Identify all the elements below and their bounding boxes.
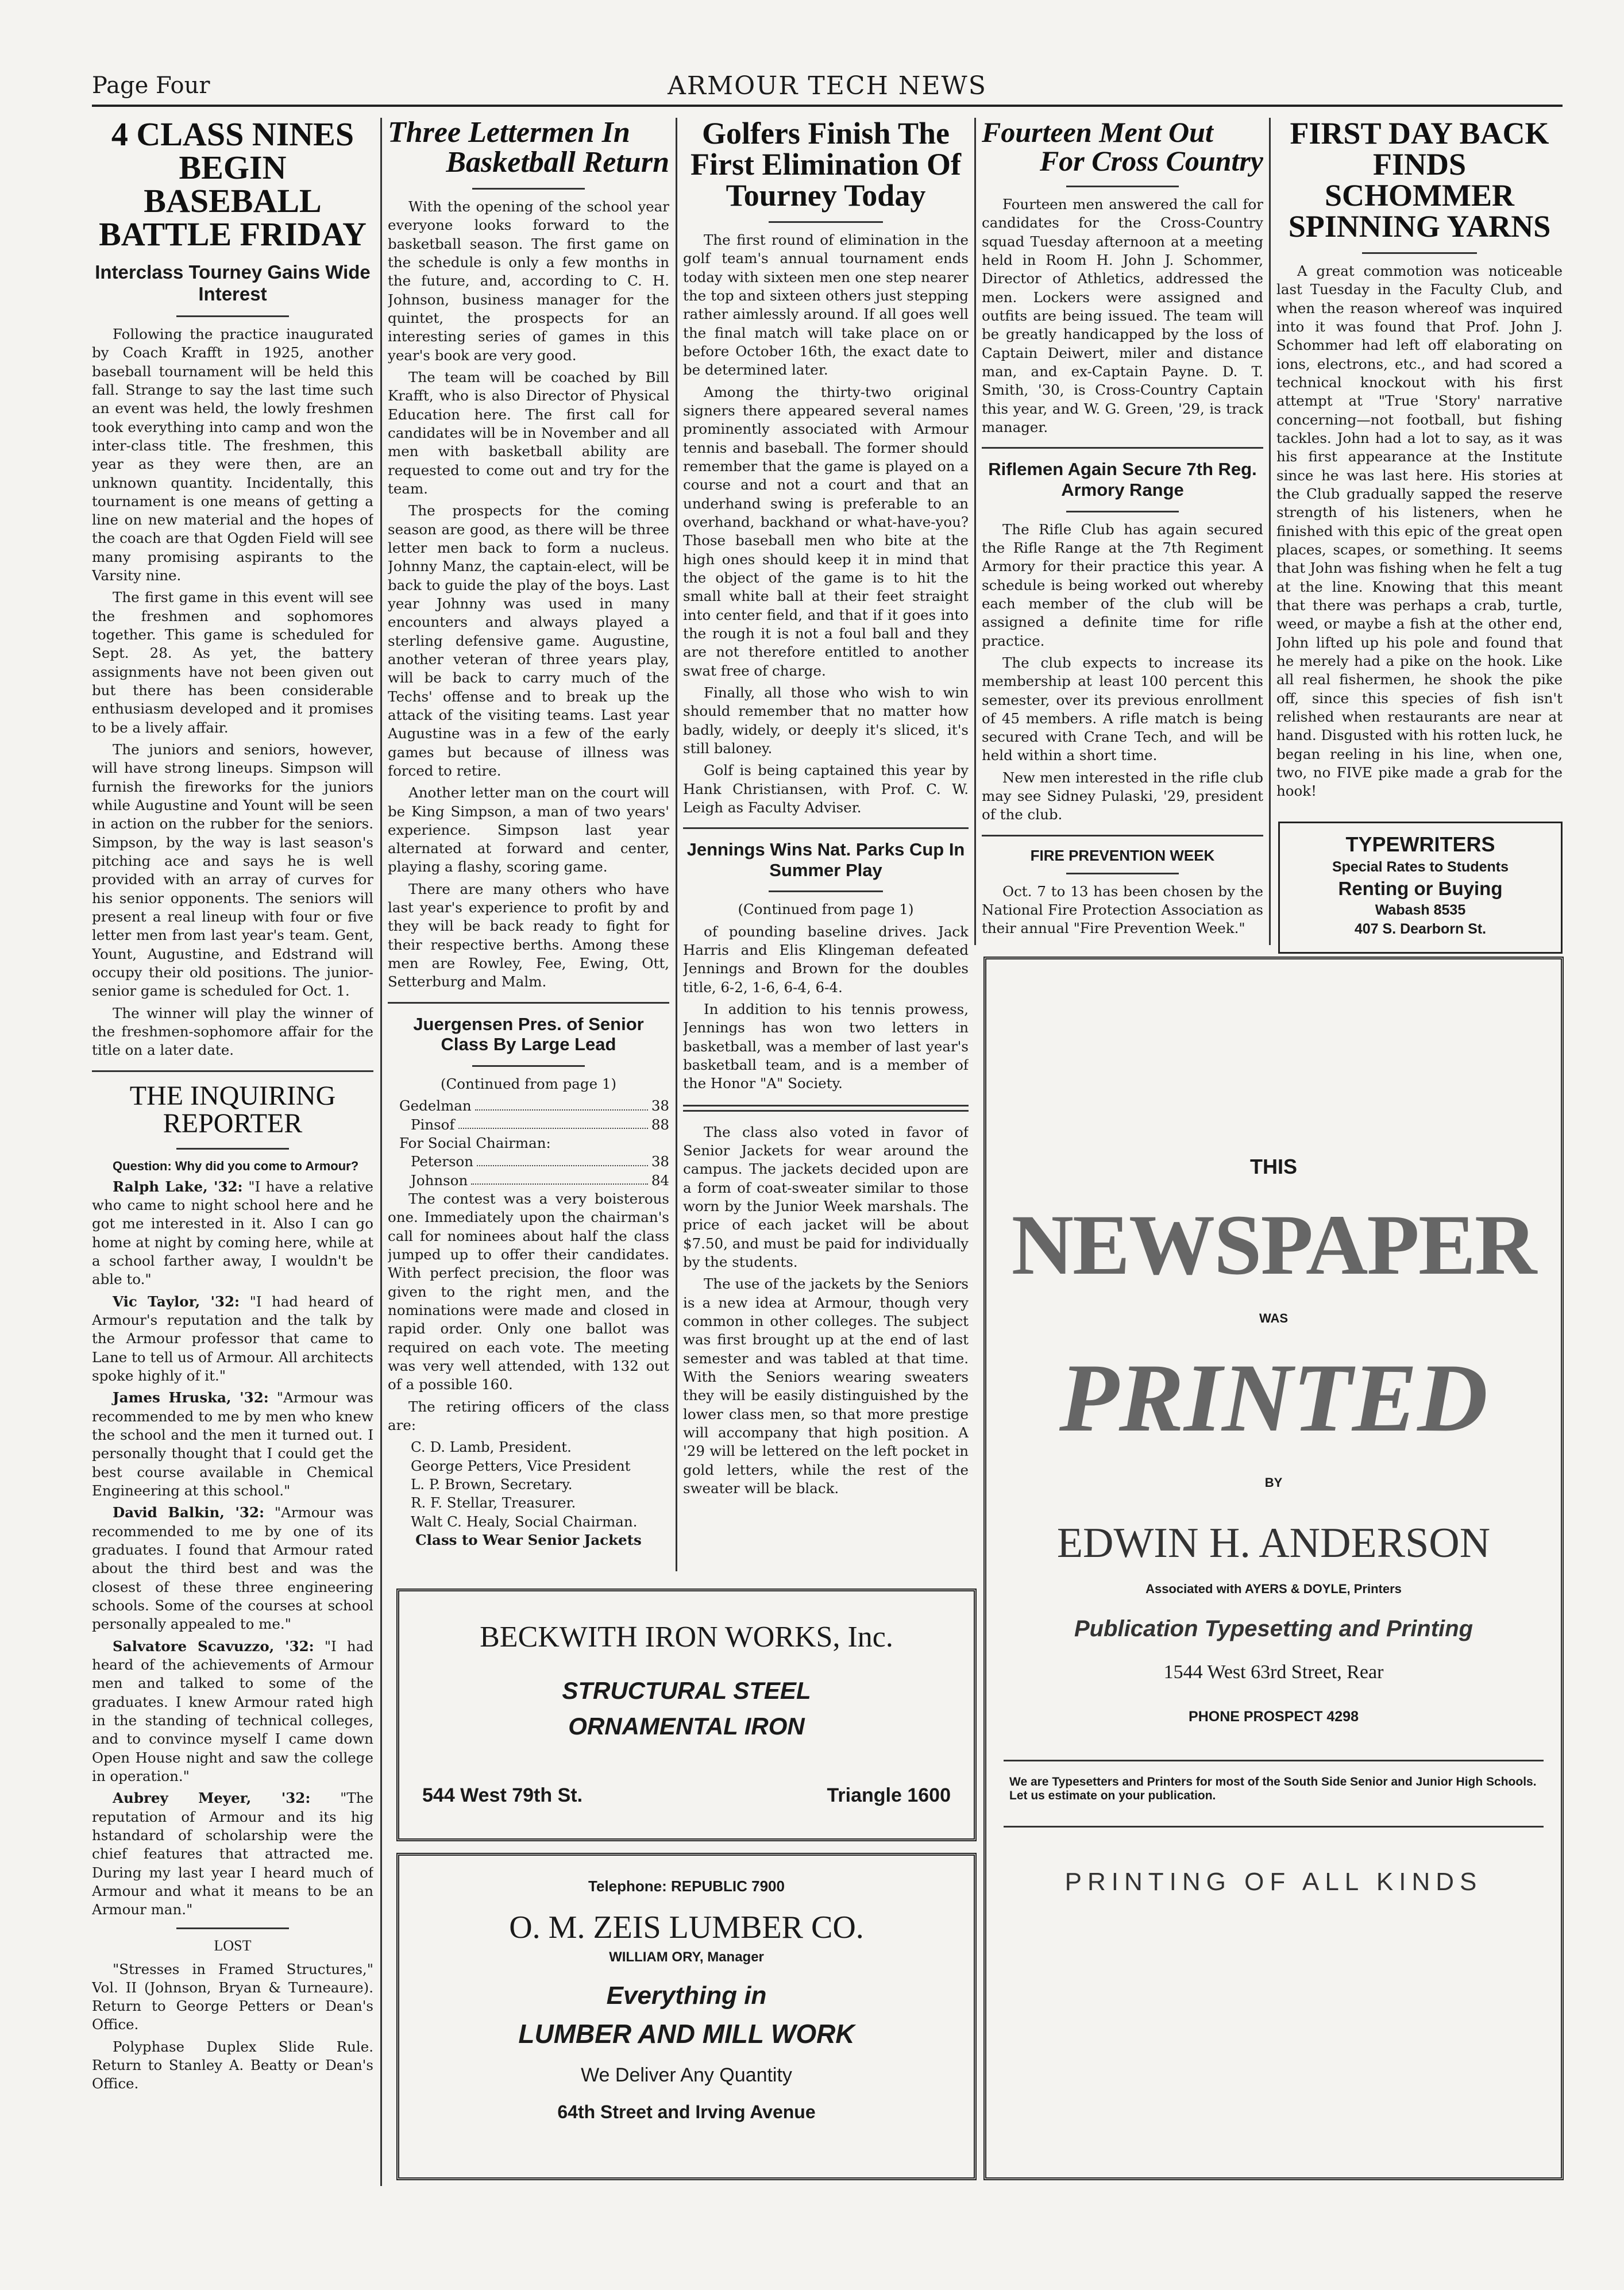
divider	[176, 1927, 289, 1929]
column-1	[92, 118, 373, 2186]
article-paragraph: The contest was a very boisterous one. Immediately upon the chairman's call for nominees about half the class jumped up to offer their candidates. With perfect precision, the floor was given to the right men, and the nominations were made and closed in rapid order. Only one ballot was required on each vote. The meeting was very well attended, with 132 out of a possible 160.	[388, 1190, 669, 1393]
masthead	[92, 69, 1563, 107]
divider	[683, 827, 969, 829]
headline-cross-country	[982, 118, 1263, 175]
divider	[472, 1065, 585, 1067]
answer-text: "Armour was recommended to me by men who knew the school and the men it turned out. I personally thought that I could get the best course available in Chemical Engineering at this school."	[92, 1389, 373, 1499]
article-paragraph: The first game in this event will see the freshmen and sophomores together. This game is scheduled for Sept. 28. As yet, the battery assignments have not been given out but there has been considerable enthusiasm developed and it promises to be a lively affair.	[92, 589, 373, 736]
answer	[92, 1389, 373, 1500]
vote-row	[411, 1116, 669, 1134]
ad-line: Everything in	[606, 1981, 767, 2010]
article-paragraph: New men interested in the rifle club may see Sidney Pulaski, '29, president of the club.	[982, 769, 1263, 823]
answer	[92, 1637, 373, 1786]
article-paragraph: Among the thirty-two original signers there appeared several names prominently associated with Armour tennis and baseball. The former should remember that the game is played on a course and not a court and that an underhand swing is preferable to an overhand, backhand or what-have-you? Those baseball men who bite at the high ones should keep it in mind that the object of the game is to hit the small white ball at their feet straight into center field, and that if it goes into the rough it is not a foul ball and they are not therefore entitled to another swat free of charge.	[683, 383, 969, 679]
officer: R. F. Stellar, Treasurer.	[411, 1494, 576, 1512]
officer: C. D. Lamb, President.	[411, 1439, 572, 1456]
ad-printer-name: EDWIN H. ANDERSON	[1056, 1520, 1491, 1567]
page-number: Page Four	[92, 72, 210, 99]
article-paragraph: The retiring officers of the class are:	[388, 1398, 669, 1433]
ad-line: Renting or Buying	[1338, 878, 1503, 899]
headline-line: Three Lettermen In	[388, 118, 630, 149]
double-divider	[683, 1105, 969, 1112]
beckwith-ad	[396, 1589, 977, 1841]
divider	[1066, 873, 1179, 874]
zeis-ad	[396, 1853, 977, 2180]
divider	[769, 890, 883, 892]
ad-line: ORNAMENTAL IRON	[568, 1713, 805, 1740]
lost-item: Polyphase Duplex Slide Rule. Return to Stanley A. Beatty or Dean's Office.	[92, 2038, 373, 2092]
answer-name: James Hruska, '32:	[113, 1389, 269, 1406]
newspaper-name: ARMOUR TECH NEWS	[668, 71, 987, 101]
divider	[388, 1002, 669, 1004]
headline-schommer: FIRST DAY BACK FINDS SCHOMMER SPINNING YARNS	[1288, 118, 1551, 244]
article-paragraph: The use of the jackets by the Seniors is a new idea at Armour, though very common in other colleges. The subject was first brought up at the end of last semester and was tabled at that time. With the Seniors wearing sweaters they will be easily distinguished by the lower class men, so that more prestige will accompany that high position. A '29 will be lettered on the left pocket in gold letters, while the rest of the sweater will be black.	[683, 1275, 969, 1497]
ad-title: TYPEWRITERS	[1345, 832, 1495, 856]
article-paragraph: In addition to his tennis prowess, Jennings has won two letters in basketball, was a member of last year's basketball team, and is a member of the Honor "A" Society.	[683, 1001, 969, 1092]
article-paragraph: There are many others who have last year's experience to profit by and they will be back ready to fight for their respective berths. Among these men are Rowley, Fee, Ewing, Ott, Setterburg and Malm.	[388, 880, 669, 990]
article-paragraph: Finally, all those who wish to win should remember that no matter how badly, widely, or deeply it's sliced, it's still baloney.	[683, 684, 969, 757]
ad-line: PRINTING OF ALL KINDS	[1064, 1868, 1483, 1896]
divider	[176, 1148, 289, 1150]
headline-juergensen: Juergensen Pres. of Senior Class By Large Lead	[413, 1013, 644, 1055]
answer-text: "I have a relative who came to night school here and he got me interested in it. Also I can go home at night by coming here, while at a school farther away, I wouldn't be able to."	[92, 1178, 373, 1288]
vote-row	[399, 1097, 669, 1115]
question: Question: Why did you come to Armour?	[113, 1158, 359, 1173]
ad-company-name: O. M. ZEIS LUMBER CO.	[509, 1910, 864, 1945]
article-paragraph: Following the practice inaugurated by Coach Krafft in 1925, another baseball tournament will be held this fall. Strange to say the last time such an event was held, the lowly freshmen took everything into camp and won the inter-class title. The freshmen, this year as they were then, are an unknown quantity. Incidentally, this tournament is one means of getting a line on new material and the hopes of the coach are that Ogden Field will see many promising aspirants to the Varsity nine.	[92, 325, 373, 584]
article-paragraph: Another letter man on the court will be King Simpson, a man of two years' experience. Simpson last year alternated at forward and center, playing a flashy, scoring game.	[388, 784, 669, 876]
continued-note: (Continued from page 1)	[738, 901, 914, 918]
ad-phone: PHONE PROSPECT 4298	[1189, 1709, 1359, 1725]
column-4	[982, 118, 1263, 945]
article-paragraph: The winner will play the winner of the freshmen-sophomore affair for the title on a later date.	[92, 1004, 373, 1059]
article-paragraph: With the opening of the school year everyone looks forward to the basketball season. The first game on the schedule is only a few months in the future, and, according to C. H. Johnson, business manager for the quintet, the prospects for an interesting series of games in this year's book are very good.	[388, 198, 669, 364]
social-chairman-label: For Social Chairman:	[399, 1135, 551, 1152]
answer-name: Vic Taylor, '32:	[113, 1293, 240, 1310]
divider	[982, 447, 1263, 449]
candidate-name: Pinsof	[411, 1116, 455, 1133]
divider	[92, 1070, 373, 1072]
ad-line: We Deliver Any Quantity	[581, 2064, 792, 2086]
headline-line: For Cross Country	[1039, 145, 1263, 177]
ad-telephone: Telephone: REPUBLIC 7900	[588, 1878, 785, 1895]
answer	[92, 1293, 373, 1386]
answer-text: "The reputation of Armour and its hig hstandard of scholarship were the chief features that attracted me. During my last year I heard much of Armour and what it means to be an Armour man."	[92, 1790, 373, 1918]
candidate-name: Peterson	[411, 1153, 474, 1170]
ad-line: Associated with AYERS & DOYLE, Printers	[1145, 1582, 1402, 1596]
ad-printed-word: PRINTED	[1059, 1344, 1488, 1452]
headline-golfers: Golfers Finish The First Elimination Of Tourney Today	[691, 118, 961, 213]
officer: George Petters, Vice President	[411, 1457, 631, 1474]
ad-line: Publication Typesetting and Printing	[1074, 1616, 1473, 1641]
answer-text: "I had heard of Armour's reputation and the talk by the Armour professor that came to Lane to tell us of Armour. All architects spoke highly of it."	[92, 1293, 373, 1384]
answer-name: Aubrey Meyer, '32:	[113, 1790, 311, 1807]
ad-phone: Triangle 1600	[827, 1784, 951, 1806]
candidate-name: Johnson	[411, 1171, 468, 1189]
ad-address: 64th Street and Irving Avenue	[557, 2102, 816, 2122]
ad-note: We are Typesetters and Printers for most of the South Side Senior and Junior High Schools. Let us estimate on your publication.	[1009, 1775, 1537, 1802]
answer-name: Salvatore Scavuzzo, '32:	[113, 1637, 314, 1655]
column-rule	[1269, 118, 1271, 945]
article-paragraph: Oct. 7 to 13 has been chosen by the National Fire Protection Association as their annual "Fire Prevention Week."	[982, 882, 1263, 937]
vote-count: 38	[651, 1097, 669, 1115]
answer-text: "I had heard of the achievements of Armour men and talked to some of the graduates. I knew Armour rated high in the standing of technical colleges, and to convince myself I came down Open House night and saw the college in operation."	[92, 1637, 373, 1784]
vote-row	[411, 1152, 669, 1171]
ad-line: 407 S. Dearborn St.	[1354, 921, 1487, 937]
ad-line: WAS	[1259, 1311, 1289, 1325]
lost-heading: LOST	[214, 1937, 252, 1954]
headline-basketball	[388, 118, 669, 178]
ad-address: 544 West 79th St.	[422, 1784, 583, 1806]
article-paragraph: The juniors and seniors, however, will have strong lineups. Simpson will furnish the fireworks for the juniors while Augustine and Yount will be seen in action on the rubber for the seniors. Simpson, by the way is last season's pitching ace and says he is well provided with an array of curves for his senior opponents. The seniors will present a real lineup with four or five letter men from last year's team. Gent, Yount, Augustine, and Edstrand will occupy their old positions. The junior-senior game is scheduled for Oct. 1.	[92, 741, 373, 1000]
answer-name: David Balkin, '32:	[113, 1504, 265, 1521]
officer: Walt C. Healy, Social Chairman.	[411, 1513, 638, 1530]
divider	[176, 315, 289, 317]
article-paragraph: The team will be coached by Bill Krafft, who is also Director of Physical Education here. The first call for candidates will be in November and all men with basketball ability are requested to come out and try for the team.	[388, 368, 669, 497]
vote-count: 88	[651, 1116, 669, 1133]
ad-address: 1544 West 63rd Street, Rear	[1163, 1661, 1384, 1683]
headline-jennings: Jennings Wins Nat. Parks Cup In Summer Play	[686, 839, 965, 880]
column-2	[388, 118, 669, 1571]
divider	[1362, 252, 1476, 254]
ad-line: Special Rates to Students	[1332, 859, 1509, 875]
officer: L. P. Brown, Secretary.	[411, 1475, 573, 1493]
article-paragraph: of pounding baseline drives. Jack Harris and Elis Klingeman defeated Jennings and Brown for the doubles title, 6-2, 1-6, 6-4, 6-4.	[683, 923, 969, 996]
continued-note: (Continued from page 1)	[441, 1075, 616, 1093]
ad-manager: WILLIAM ORY, Manager	[609, 1949, 764, 1965]
vote-count: 84	[651, 1171, 669, 1189]
candidate-name: Gedelman	[399, 1097, 472, 1115]
headline-line: Fourteen Ment Out	[982, 118, 1213, 148]
ad-line: STRUCTURAL STEEL	[562, 1677, 811, 1704]
headline-line: Basketball Return	[446, 146, 669, 179]
article-paragraph: The Rifle Club has again secured the Rifle Range at the 7th Regiment Armory for their practice this year. A schedule is being worked out whereby each member of the club will be assigned a definite time for rifle practice.	[982, 521, 1263, 649]
dot-leader	[475, 1097, 648, 1110]
headline-fire-prevention: FIRE PREVENTION WEEK	[1030, 846, 1215, 864]
answer	[92, 1503, 373, 1633]
article-paragraph: The first round of elimination in the golf team's annual tournament ends today with sixteen men one step nearer the top and sixteen others just stepping rather aimlessly around. If all goes well the final match will take place on or before October 16th, the exact date to be determined later.	[683, 232, 969, 379]
subhead-baseball: Interclass Tourney Gains Wide Interest	[95, 261, 371, 304]
article-paragraph: The club expects to increase its membership at least 100 percent this semester, over its previous enrollment of 45 members. A rifle match is being secured with Crane Tech, and will be held within a short time.	[982, 654, 1263, 764]
article-paragraph: Golf is being captained this year by Hank Christiansen, with Prof. C. W. Leigh as Faculty Adviser.	[683, 762, 969, 816]
answer-text: "Armour was recommended to me by one of its graduates. I found that Armour rated about the third best and was the closest of these three engineering schools. Some of the courses at school personally appealed to me."	[92, 1504, 373, 1633]
answer	[92, 1789, 373, 1919]
headline-riflemen: Riflemen Again Secure 7th Reg. Armory Range	[988, 459, 1257, 500]
divider	[982, 835, 1263, 836]
article-paragraph: The prospects for the coming season are good, as there will be three letter men back to form a nucleus. Johnny Manz, the captain-elect, will be back to guide the play of the boys. Last year Johnny was used in many encounters and always played a sterling defensive game. Augustine, another veteran of three years play, will be back to carry much of the Techs' offense and to break up the attack of the visiting teams. Last year Augustine was in a few of the early games but because of illness was forced to retire.	[388, 502, 669, 779]
article-paragraph: Fourteen men answered the call for candidates for the Cross-Country squad Tuesday afternoon at a meeting held in Room H. John J. Schommer, Director of Athletics, addressed the men. Lockers were assigned and outfits are being issued. The team will be greatly handicapped by the loss of Captain Deiwert, miler and distance man, and ex-Captain Payne. D. T. Smith, '30, is Cross-Country Captain this year, and W. G. Green, '29, is track manager.	[982, 196, 1263, 435]
headline-baseball: 4 CLASS NINES BEGIN BASEBALL BATTLE FRIDAY	[99, 118, 367, 253]
ad-newspaper-word: NEWSPAPER	[1011, 1197, 1536, 1293]
divider	[472, 188, 585, 190]
ad-company-name: BECKWITH IRON WORKS, Inc.	[480, 1621, 893, 1653]
lost-item: "Stresses in Framed Structures," Vol. II (Johnson, Bryan & Turneaure). Return to George Petters or Dean's Office.	[92, 1960, 373, 2033]
ad-line: Wabash 8535	[1375, 902, 1466, 918]
vote-count: 38	[651, 1153, 669, 1170]
column-3	[683, 118, 969, 1571]
dot-leader	[477, 1152, 648, 1166]
article-paragraph: A great commotion was noticeable last Tuesday in the Faculty Club, and when the reason whereof was inquired into it was found that Prof. John J. Schommer had left off elaborating on ions, electrons, etc., and had scored a technical knockout with his first attempt at "True 'Story' narrative concerning—not football, but fishing tackles. John had a lot to say, as it was his first appearance at the Institute since he was last here. His stories at the Club gradually sapped the reserve strength of his listeners, when he finished with this epic of the great open places, scapes, or something. It seems that John was fishing when he felt a tug at the line. Knowing that this meant that there was perhaps a crab, turtle, weed, or maybe a fish at the other end, John lifted up his pole and found that he merely had a pike on the hook. Like all real fishermen, he shook the pike off, since this species of fish isn't relished when restaurants are near at hand. Disgusted with his rotten luck, he began reeling in his line, when one, two, no FIVE pike made a grab for the hook!	[1276, 263, 1563, 800]
headline-inquiring-reporter: THE INQUIRING REPORTER	[129, 1080, 336, 1139]
typewriters-ad	[1278, 822, 1563, 954]
article-paragraph: The class also voted in favor of Senior Jackets for wear around the campus. The jackets decided upon are a form of coat-sweater similar to those worn by the Junior Week marshals. The price of each jacket will be about $7.50, and must be paid for individually by the students.	[683, 1123, 969, 1271]
ad-line: LUMBER AND MILL WORK	[518, 2019, 855, 2049]
dot-leader	[471, 1171, 648, 1185]
printer-ad	[983, 957, 1564, 2180]
divider	[1066, 511, 1179, 512]
column-5	[1276, 118, 1563, 922]
answer	[92, 1178, 373, 1289]
column-rule	[676, 118, 677, 1571]
vote-row	[411, 1171, 669, 1190]
answer-name: Ralph Lake, '32:	[113, 1178, 243, 1195]
dot-leader	[458, 1116, 648, 1129]
column-rule	[380, 118, 382, 2186]
subhead-jackets: Class to Wear Senior Jackets	[415, 1531, 642, 1548]
ad-line: THIS	[1249, 1155, 1297, 1178]
divider	[1066, 186, 1179, 187]
column-rule	[974, 118, 976, 945]
divider	[769, 221, 883, 223]
ad-line: BY	[1264, 1475, 1283, 1490]
